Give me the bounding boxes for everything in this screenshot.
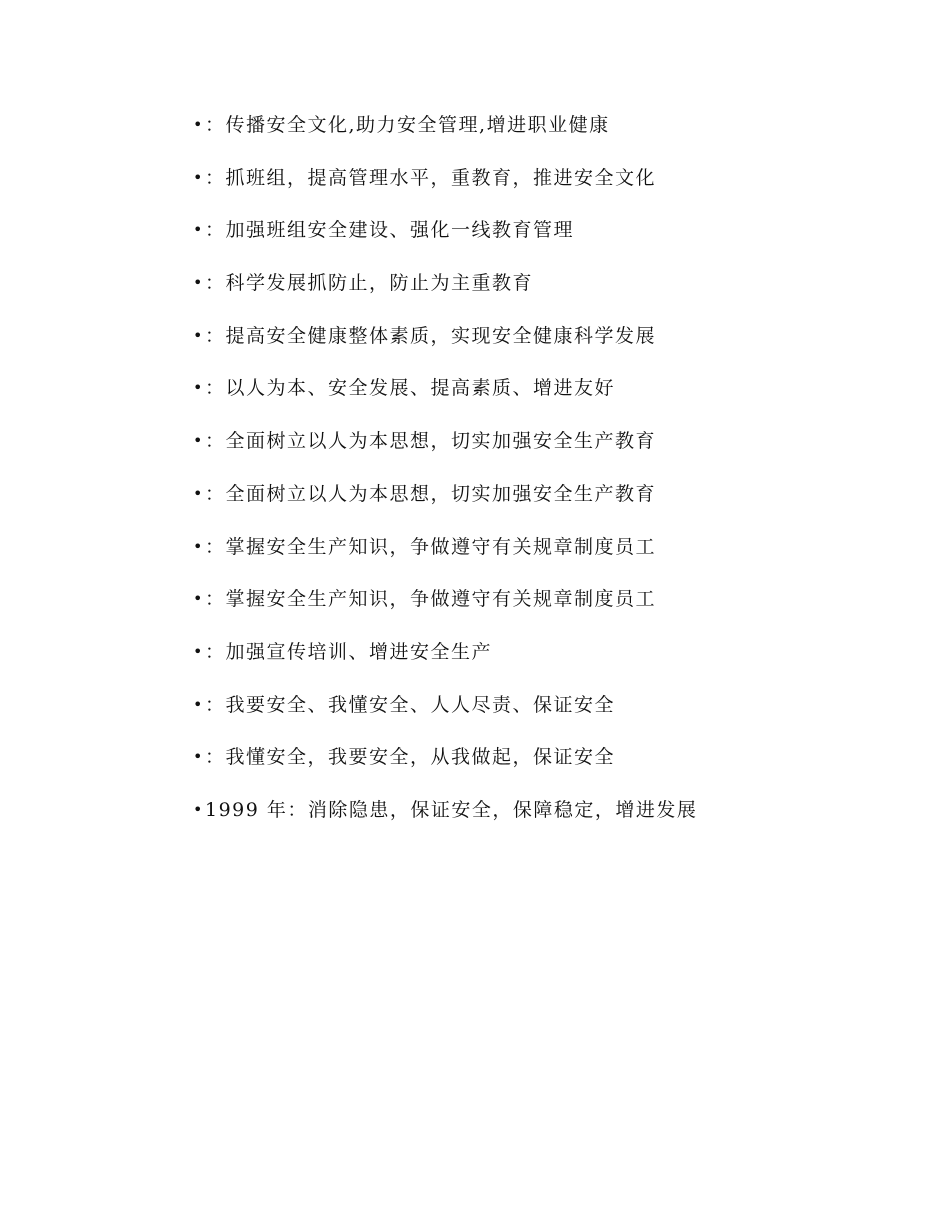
list-item <box>193 690 793 743</box>
bullet-mark: • <box>193 694 203 714</box>
list-item <box>193 110 793 163</box>
list-item <box>193 584 793 637</box>
list-item-text: ：全面树立以人为本思想，切实加强安全生产教育 <box>205 430 657 453</box>
list-item <box>193 215 793 268</box>
list-item <box>193 373 793 426</box>
bullet-mark: • <box>193 220 203 240</box>
list-item-text: ：抓班组，提高管理水平，重教育，推进安全文化 <box>205 166 657 189</box>
list-item-text: ：全面树立以人为本思想，切实加强安全生产教育 <box>205 482 657 505</box>
list-item <box>193 742 793 795</box>
list-item-text: ：加强宣传培训、增进安全生产 <box>205 640 493 663</box>
list-item <box>193 426 793 479</box>
list-item <box>193 268 793 321</box>
bullet-mark: • <box>193 536 203 556</box>
list-item-text: ：科学发展抓防止，防止为主重教育 <box>205 272 534 295</box>
list-item-text: ：以人为本、安全发展、提高素质、增进友好 <box>205 377 616 400</box>
slogan-list <box>193 110 793 848</box>
list-item <box>193 163 793 216</box>
bullet-mark: • <box>193 325 203 345</box>
list-item <box>193 637 793 690</box>
list-item <box>193 795 793 848</box>
bullet-mark: • <box>193 167 203 187</box>
bullet-mark: • <box>193 641 203 661</box>
list-item-text: ：掌握安全生产知识，争做遵守有关规章制度员工 <box>205 588 657 611</box>
list-item-text: 1999 年：消除隐患，保证安全，保障稳定，增进发展 <box>205 798 698 821</box>
bullet-mark: • <box>193 431 203 451</box>
list-item <box>193 321 793 374</box>
list-item <box>193 532 793 585</box>
bullet-mark: • <box>193 747 203 767</box>
list-item-text: ：我懂安全，我要安全，从我做起，保证安全 <box>205 746 616 769</box>
list-item <box>193 479 793 532</box>
list-item-text: ：加强班组安全建设、强化一线教育管理 <box>205 219 575 242</box>
list-item-text: ：我要安全、我懂安全、人人尽责、保证安全 <box>205 693 616 716</box>
list-item-text: ：掌握安全生产知识，争做遵守有关规章制度员工 <box>205 535 657 558</box>
bullet-mark: • <box>193 115 203 134</box>
bullet-mark: • <box>193 378 203 398</box>
bullet-mark: • <box>193 483 203 503</box>
bullet-mark: • <box>193 589 203 609</box>
bullet-mark: • <box>193 799 203 819</box>
bullet-mark: • <box>193 273 203 293</box>
list-item-text: ：传播安全文化,助力安全管理,增进职业健康 <box>205 114 610 136</box>
list-item-text: ：提高安全健康整体素质，实现安全健康科学发展 <box>205 324 657 347</box>
